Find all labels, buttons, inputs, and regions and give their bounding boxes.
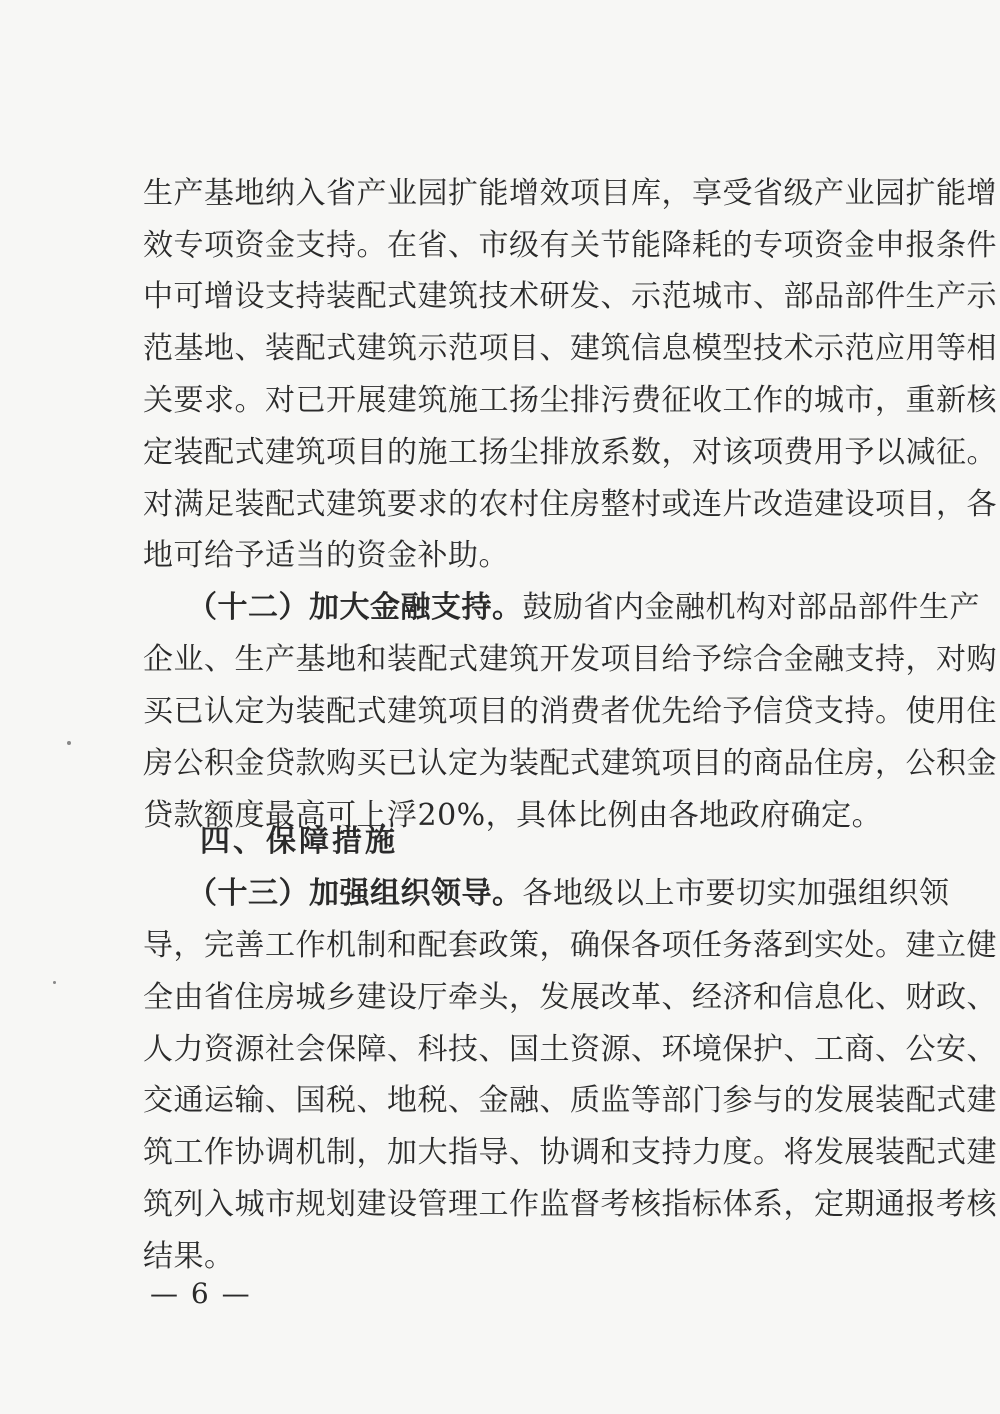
body-line: 房公积金贷款购买已认定为装配式建筑项目的商品住房，公积金	[143, 746, 997, 781]
item-13-first-line-text: 各地级以上市要切实加强组织领	[522, 876, 950, 911]
body-line: 人力资源社会保障、科技、国土资源、环境保护、工商、公安、	[143, 1032, 997, 1067]
body-line: 贷款额度最高可上浮20%，具体比例由各地政府确定。	[143, 798, 883, 833]
body-line: 定装配式建筑项目的施工扬尘排放系数，对该项费用予以减征。	[143, 435, 997, 470]
body-line: 关要求。对已开展建筑施工扬尘排污费征收工作的城市，重新核	[143, 383, 997, 418]
body-line: 中可增设支持装配式建筑技术研发、示范城市、部品部件生产示	[143, 279, 997, 314]
body-line: 全由省住房城乡建设厅牵头，发展改革、经济和信息化、财政、	[143, 980, 997, 1015]
scan-speck	[53, 981, 56, 984]
body-line: 生产基地纳入省产业园扩能增效项目库，享受省级产业园扩能增	[143, 176, 997, 211]
item-12-first-line-text: 鼓励省内金融机构对部品部件生产	[522, 590, 980, 625]
page-number: — 6 —	[150, 1277, 252, 1310]
item-13-first-line	[187, 871, 950, 917]
body-line: 企业、生产基地和装配式建筑开发项目给予综合金融支持，对购	[143, 642, 997, 677]
body-line: 导，完善工作机制和配套政策，确保各项任务落到实处。建立健	[143, 928, 997, 963]
body-line: 地可给予适当的资金补助。	[143, 538, 509, 573]
section-heading: 四、保障措施	[200, 824, 398, 859]
body-line: 结果。	[143, 1239, 235, 1274]
body-line: 对满足装配式建筑要求的农村住房整村或连片改造建设项目，各	[143, 487, 997, 522]
item-12-first-line	[187, 585, 980, 631]
scan-speck	[67, 741, 71, 745]
body-line: 筑工作协调机制，加大指导、协调和支持力度。将发展装配式建	[143, 1135, 997, 1170]
body-line: 筑列入城市规划建设管理工作监督考核指标体系，定期通报考核	[143, 1187, 997, 1222]
item-13-lead: （十三）加强组织领导。	[187, 876, 523, 911]
body-line: 买已认定为装配式建筑项目的消费者优先给予信贷支持。使用住	[143, 694, 997, 729]
item-12-lead: （十二）加大金融支持。	[187, 590, 523, 625]
body-line: 交通运输、国税、地税、金融、质监等部门参与的发展装配式建	[143, 1083, 997, 1118]
body-line: 效专项资金支持。在省、市级有关节能降耗的专项资金申报条件	[143, 228, 997, 263]
body-line: 范基地、装配式建筑示范项目、建筑信息模型技术示范应用等相	[143, 331, 997, 366]
